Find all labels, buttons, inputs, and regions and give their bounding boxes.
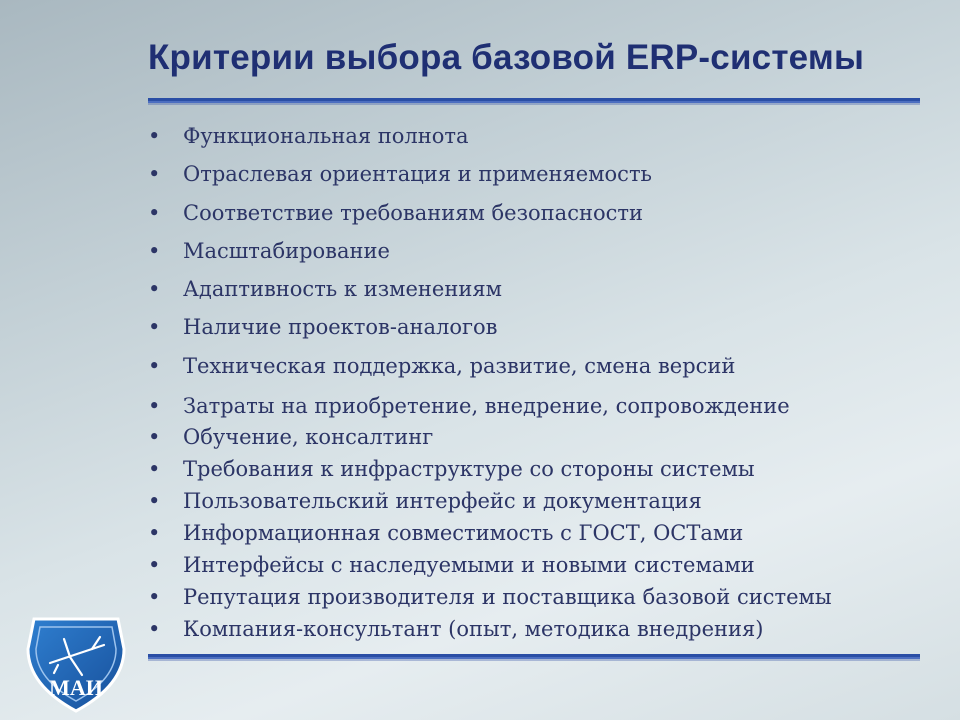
bullet-icon: • <box>148 457 161 481</box>
list-item-text: Пользовательский интерфейс и документация <box>183 489 702 513</box>
bullet-icon: • <box>148 425 161 449</box>
list-item-text: Обучение, консалтинг <box>183 425 434 449</box>
list-item-text: Адаптивность к изменениям <box>183 277 502 301</box>
list-item-text: Репутация производителя и поставщика базовой системы <box>183 585 832 609</box>
bullet-icon: • <box>148 489 161 513</box>
bullet-icon: • <box>148 585 161 609</box>
bullet-icon: • <box>148 239 161 263</box>
bullet-icon: • <box>148 277 161 301</box>
list-item-text: Затраты на приобретение, внедрение, сопровождение <box>183 394 790 418</box>
bullet-icon: • <box>148 521 161 545</box>
list-item-text: Информационная совместимость с ГОСТ, ОСТами <box>183 521 744 545</box>
bullet-icon: • <box>148 162 161 186</box>
list-item-text: Требования к инфраструктуре со стороны системы <box>183 457 755 481</box>
mai-emblem-icon <box>20 615 132 715</box>
bullet-icon: • <box>148 553 161 577</box>
slide-title: Критерии выбора базовой ERP-системы <box>148 38 865 77</box>
bullet-icon: • <box>148 201 161 225</box>
bullet-icon: • <box>148 354 161 378</box>
bullet-icon: • <box>148 315 161 339</box>
list-item-text: Компания-консультант (опыт, методика внедрения) <box>183 617 764 641</box>
logo-text: МАИ <box>49 675 103 700</box>
list-item-text: Масштабирование <box>183 239 390 263</box>
list-item-text: Отраслевая ориентация и применяемость <box>183 162 652 186</box>
list-item-text: Соответствие требованиям безопасности <box>183 201 643 225</box>
bullet-icon: • <box>148 124 161 148</box>
list-item-text: Наличие проектов-аналогов <box>183 315 498 339</box>
bullet-icon: • <box>148 394 161 418</box>
list-item-text: Техническая поддержка, развитие, смена версий <box>183 354 736 378</box>
list-item-text: Интерфейсы с наследуемыми и новыми системами <box>183 553 755 577</box>
footer-divider <box>148 654 920 657</box>
list-item-text: Функциональная полнота <box>183 124 469 148</box>
bullet-icon: • <box>148 617 161 641</box>
